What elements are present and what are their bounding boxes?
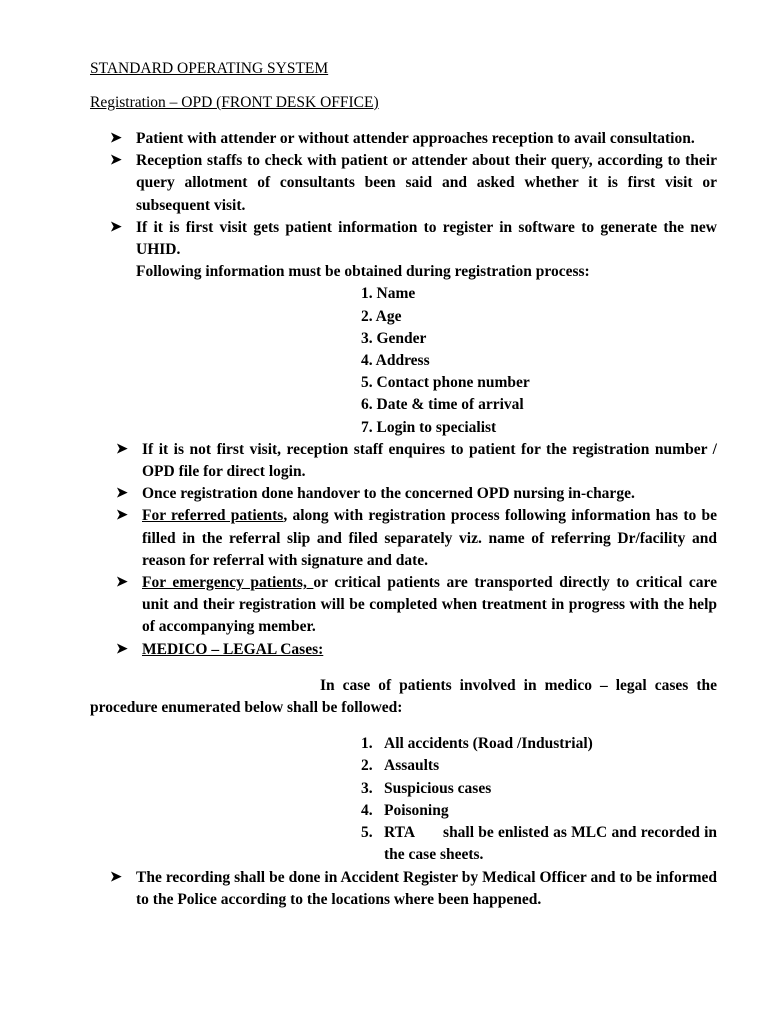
bullet-list-final [90,867,717,911]
info-intro: Following information must be obtained during registration process: [136,263,590,281]
arrow-bullet-icon: ➤ [116,486,128,502]
bullet-text: Patient with attender or without attender approaches reception to avail consultation. [136,130,695,147]
bullet-item [90,505,717,572]
mlc-item: 4. Poisoning [361,801,449,819]
bullet-text: If it is first visit gets patient information to register in software to generate the new UHID. [136,218,717,259]
bullet-text: Once registration done handover to the concerned OPD nursing in-charge. [142,485,635,503]
bullet-list-part2 [90,439,717,661]
info-item: 3. Gender [361,329,427,347]
bullet-item [90,439,717,483]
document-subtitle: Registration – OPD (FRONT DESK OFFICE) [90,94,379,111]
bullet-item [90,483,717,505]
arrow-bullet-icon: ➤ [110,869,122,885]
arrow-bullet-icon: ➤ [116,641,128,657]
bullet-item [90,572,717,639]
bullet-item [90,639,717,661]
bullet-item [90,217,717,261]
arrow-bullet-icon: ➤ [110,219,122,235]
info-item: 4. Address [361,352,430,370]
info-item: 6. Date & time of arrival [361,396,524,414]
bullet-list-part1 [90,128,717,261]
arrow-bullet-icon: ➤ [110,153,122,169]
bullet-item [90,128,717,150]
info-item: 1. Name [361,285,416,303]
arrow-bullet-icon: ➤ [116,508,128,524]
bullet-item [90,150,717,217]
mlc-item: 1. All accidents (Road /Industrial) [361,735,593,753]
mlc-item: 5. RTA shall be enlisted as MLC and recorded in the case sheets. [361,824,717,864]
bullet-item [90,867,717,911]
emergency-label: For emergency patients, [142,574,314,592]
mlc-item: 2. Assaults [361,757,440,775]
bullet-text: Reception staffs to check with patient or attender about their query, according to their query allotment of consultants been said and asked whether it is first visit or subsequent visit. [136,152,717,214]
document-title: STANDARD OPERATING SYSTEM [90,60,329,77]
mlc-label: MEDICO – LEGAL Cases: [142,640,324,658]
mlc-list [90,733,717,866]
mlc-item: 3. Suspicious cases [361,779,492,797]
bullet-text: The recording shall be done in Accident Register by Medical Officer and to be informed to the Police according to the locations where been happened. [136,868,717,908]
document-page [90,58,717,911]
arrow-bullet-icon: ➤ [116,441,128,457]
info-item: 2. Age [361,307,402,325]
emergency-text: or critical patients are transported directly to critical care unit and their registration will be completed when treatment in progress with the help of accompanying member. [142,574,717,636]
arrow-bullet-icon: ➤ [110,131,122,146]
bullet-text: If it is not first visit, reception staff enquires to patient for the registration number / OPD file for direct login. [142,440,717,481]
info-item: 5. Contact phone number [361,374,530,392]
info-list [90,283,717,438]
info-item: 7. Login to specialist [361,418,497,436]
referred-label: For referred patients [142,507,284,525]
arrow-bullet-icon: ➤ [116,575,128,591]
mlc-intro: In case of patients involved in medico – legal cases the procedure enumerated below shall be followed: [90,676,717,717]
referred-text: , along with registration process following information has to be filled in the referral slip and filed separately viz. name of referring Dr/facility and reason for referral with signature and date. [142,507,717,569]
